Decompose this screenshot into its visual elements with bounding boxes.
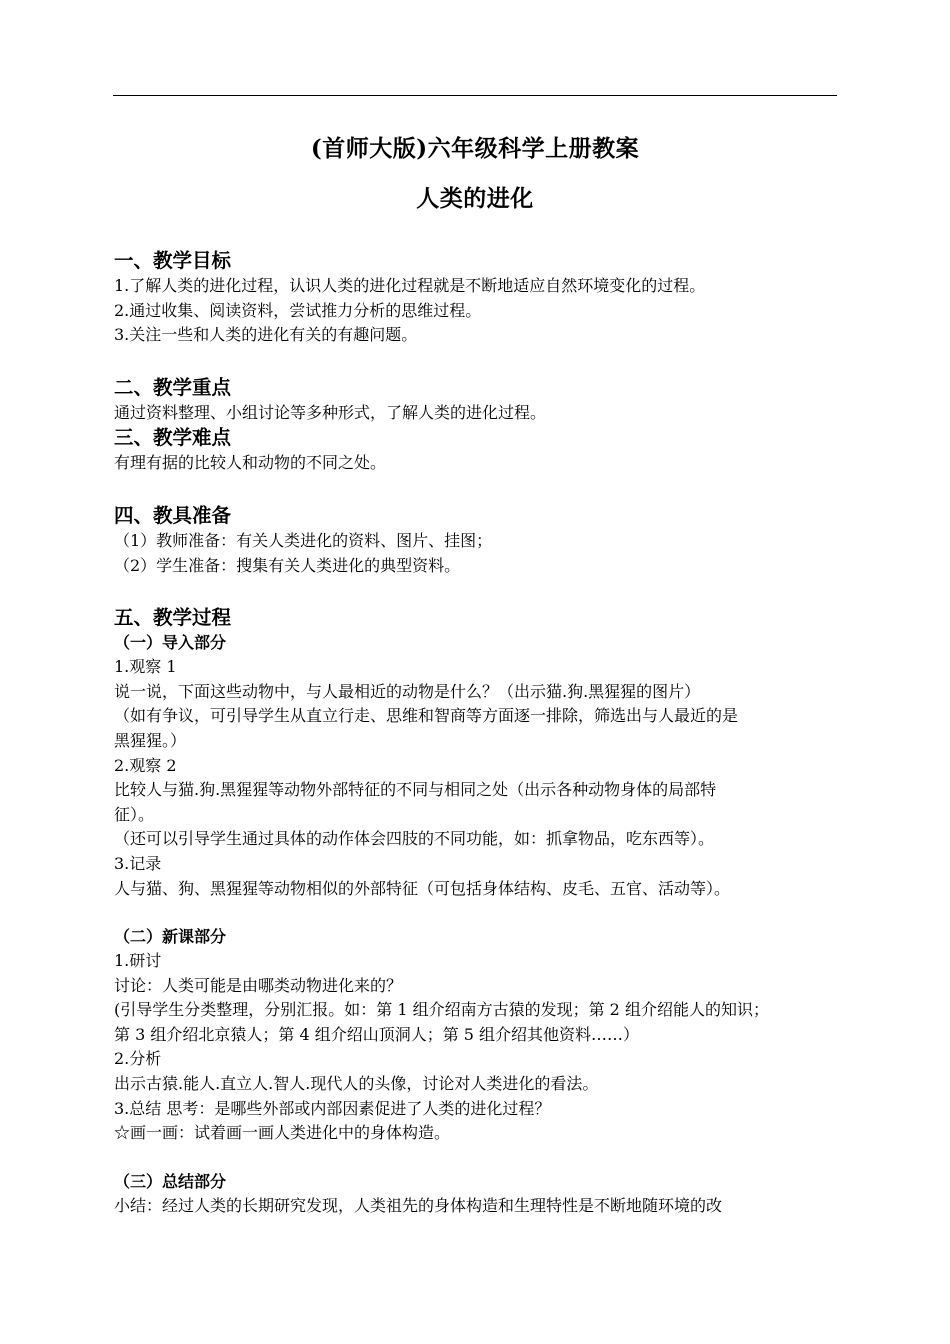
paragraph: （1）教师准备：有关人类进化的资料、图片、挂图； — [114, 530, 493, 550]
paragraph: （2）学生准备：搜集有关人类进化的典型资料。 — [114, 555, 461, 575]
paragraph: 说一说，下面这些动物中，与人最相近的动物是什么？（出示猫.狗.黑猩猩的图片） — [114, 681, 701, 701]
paragraph: 3.关注一些和人类的进化有关的有趣问题。 — [114, 325, 418, 345]
subsection-heading-new-lesson: （二）新课部分 — [114, 927, 227, 947]
paragraph: 2.观察 2 — [114, 755, 177, 775]
section-heading-materials: 四、教具准备 — [114, 503, 232, 527]
document-title: (首师大版)六年级科学上册教案 — [310, 135, 640, 162]
paragraph: 通过资料整理、小组讨论等多种形式，了解人类的进化过程。 — [114, 402, 547, 422]
paragraph: （如有争议，可引导学生从直立行走、思维和智商等方面逐一排除，筛选出与人最近的是 — [114, 706, 739, 726]
paragraph: 出示古猿.能人.直立人.智人.现代人的头像，讨论对人类进化的看法。 — [114, 1074, 599, 1094]
paragraph: 小结：经过人类的长期研究发现，人类祖先的身体构造和生理特性是不断地随环境的改 — [114, 1195, 723, 1215]
section-heading-key-points: 二、教学重点 — [114, 375, 232, 399]
subsection-heading-summary: （三）总结部分 — [114, 1171, 227, 1191]
document-subtitle: 人类的进化 — [416, 185, 534, 212]
paragraph: 1.观察 1 — [114, 657, 177, 677]
section-heading-process: 五、教学过程 — [114, 606, 232, 630]
paragraph: 1.研讨 — [114, 951, 162, 971]
subsection-heading-intro: （一）导入部分 — [114, 633, 227, 653]
paragraph: 比较人与猫.狗.黑猩猩等动物外部特征的不同与相同之处（出示各种动物身体的局部特 — [114, 780, 717, 800]
paragraph: 第 3 组介绍北京猿人；第 4 组介绍山顶洞人；第 5 组介绍其他资料……） — [114, 1024, 640, 1044]
section-heading-objectives: 一、教学目标 — [114, 249, 232, 272]
paragraph: 2.通过收集、阅读资料，尝试推力分析的思维过程。 — [114, 300, 482, 320]
paragraph: 征）。 — [114, 804, 155, 824]
section-heading-difficulties: 三、教学难点 — [114, 426, 232, 450]
header-rule — [113, 95, 837, 96]
paragraph: （还可以引导学生通过具体的动作体会四肢的不同功能，如：抓拿物品，吃东西等）。 — [114, 829, 715, 849]
document-body — [114, 248, 854, 1218]
paragraph: 黑猩猩。） — [114, 730, 187, 750]
paragraph: ☆画一画：试着画一画人类进化中的身体构造。 — [114, 1123, 451, 1143]
paragraph: (引导学生分类整理，分别汇报。如：第 1 组介绍南方古猿的发现；第 2 组介绍能人的知识； — [114, 1000, 769, 1020]
paragraph: 人与猫、狗、黑猩猩等动物相似的外部特征（可包括身体结构、皮毛、五官、活动等）。 — [114, 878, 731, 898]
paragraph: 有理有据的比较人和动物的不同之处。 — [114, 453, 387, 473]
paragraph: 1.了解人类的进化过程，认识人类的进化过程就是不断地适应自然环境变化的过程。 — [114, 276, 706, 295]
paragraph: 3.总结 思考：是哪些外部或内部因素促进了人类的进化过程？ — [114, 1098, 551, 1118]
paragraph: 讨论：人类可能是由哪类动物进化来的？ — [114, 975, 403, 995]
paragraph: 2.分析 — [114, 1049, 162, 1069]
paragraph: 3.记录 — [114, 853, 162, 873]
